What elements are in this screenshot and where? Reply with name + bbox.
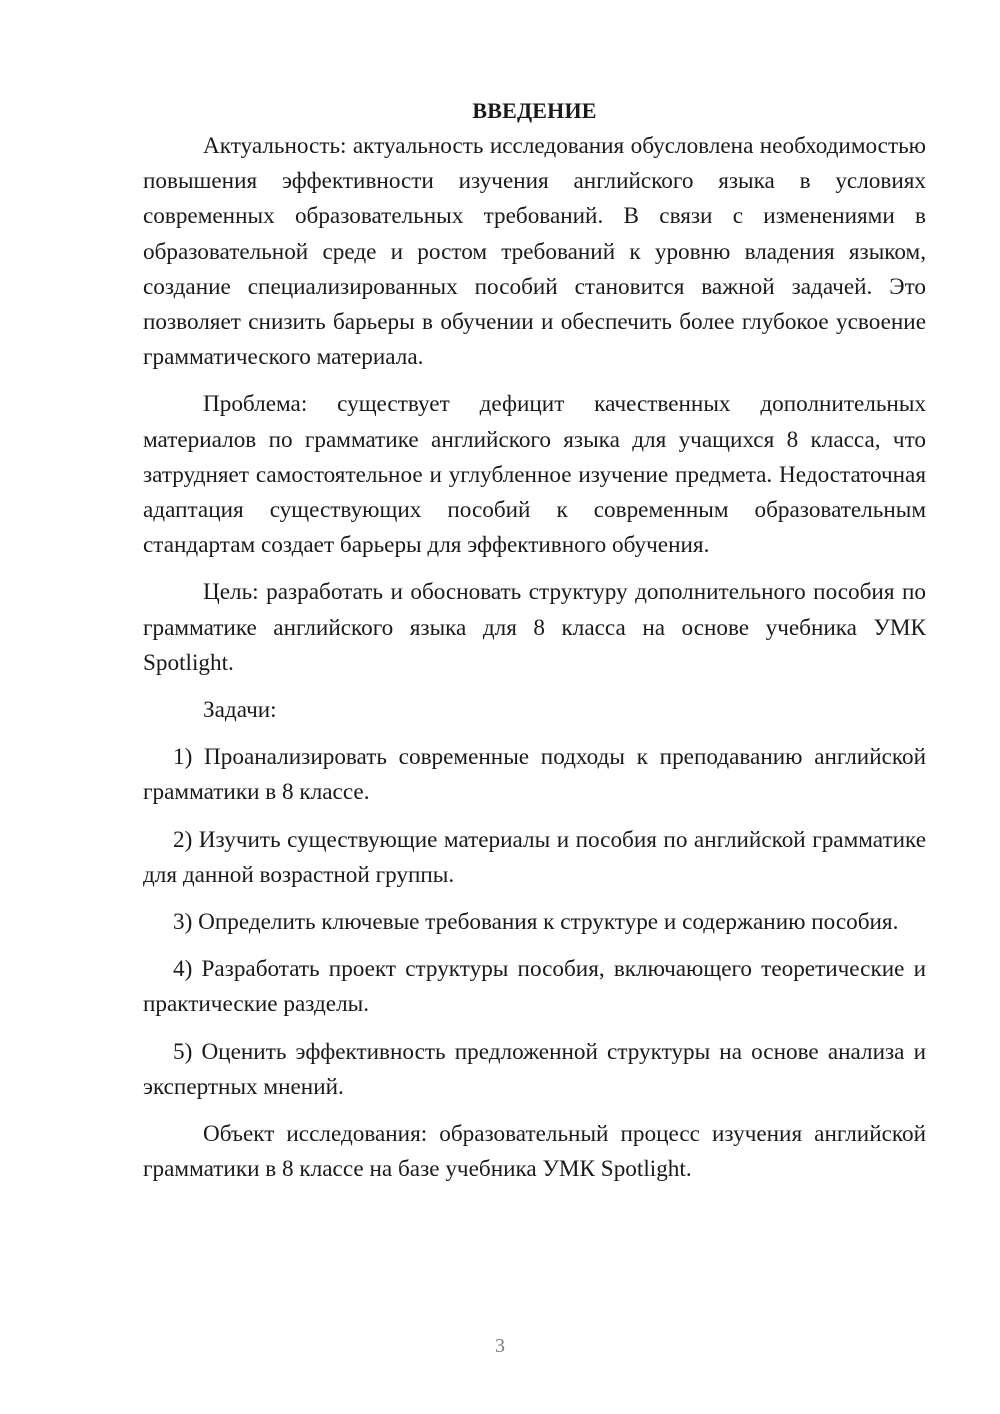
task-item-4: 4) Разработать проект структуры пособия, включающего теоретические и практические разделы. [143, 956, 926, 1018]
relevance-paragraph: Актуальность: актуальность исследования обусловлена необходимостью повышения эффективности изучения английского языка в условиях современных образовательных требований. В связи с изменениями в образовательной среде и ростом требований к уровню владения языком, создание специализированных пособий становится важной задачей. Это позволяет снизить барьеры в обучении и обеспечить более глубокое усвоение грамматического материала. [143, 133, 926, 371]
task-item-5: 5) Оценить эффективность предложенной структуры на основе анализа и экспертных мнений. [143, 1038, 926, 1100]
page-number: 3 [495, 1335, 505, 1357]
goal-paragraph: Цель: разработать и обосновать структуру дополнительного пособия по грамматике английского языка для 8 класса на основе учебника УМК Spotlight. [143, 579, 926, 676]
section-title: ВВЕДЕНИЕ [472, 98, 597, 123]
task-item-2: 2) Изучить существующие материалы и пособия по английской грамматике для данной возрастной группы. [143, 826, 926, 888]
task-item-3: 3) Определить ключевые требования к структуре и содержанию пособия. [173, 909, 899, 936]
task-item-1: 1) Проанализировать современные подходы к преподаванию английской грамматики в 8 классе. [143, 744, 926, 806]
problem-paragraph: Проблема: существует дефицит качественных дополнительных материалов по грамматике английского языка для учащихся 8 класса, что затрудняет самостоятельное и углубленное изучение предмета. Недостаточная адаптация существующих пособий к современным образовательным стандартам создает барьеры для эффективного обучения. [143, 391, 926, 559]
tasks-heading: Задачи: [203, 697, 277, 724]
object-paragraph: Объект исследования: образовательный процесс изучения английской грамматики в 8 классе на базе учебника УМК Spotlight. [143, 1121, 926, 1183]
